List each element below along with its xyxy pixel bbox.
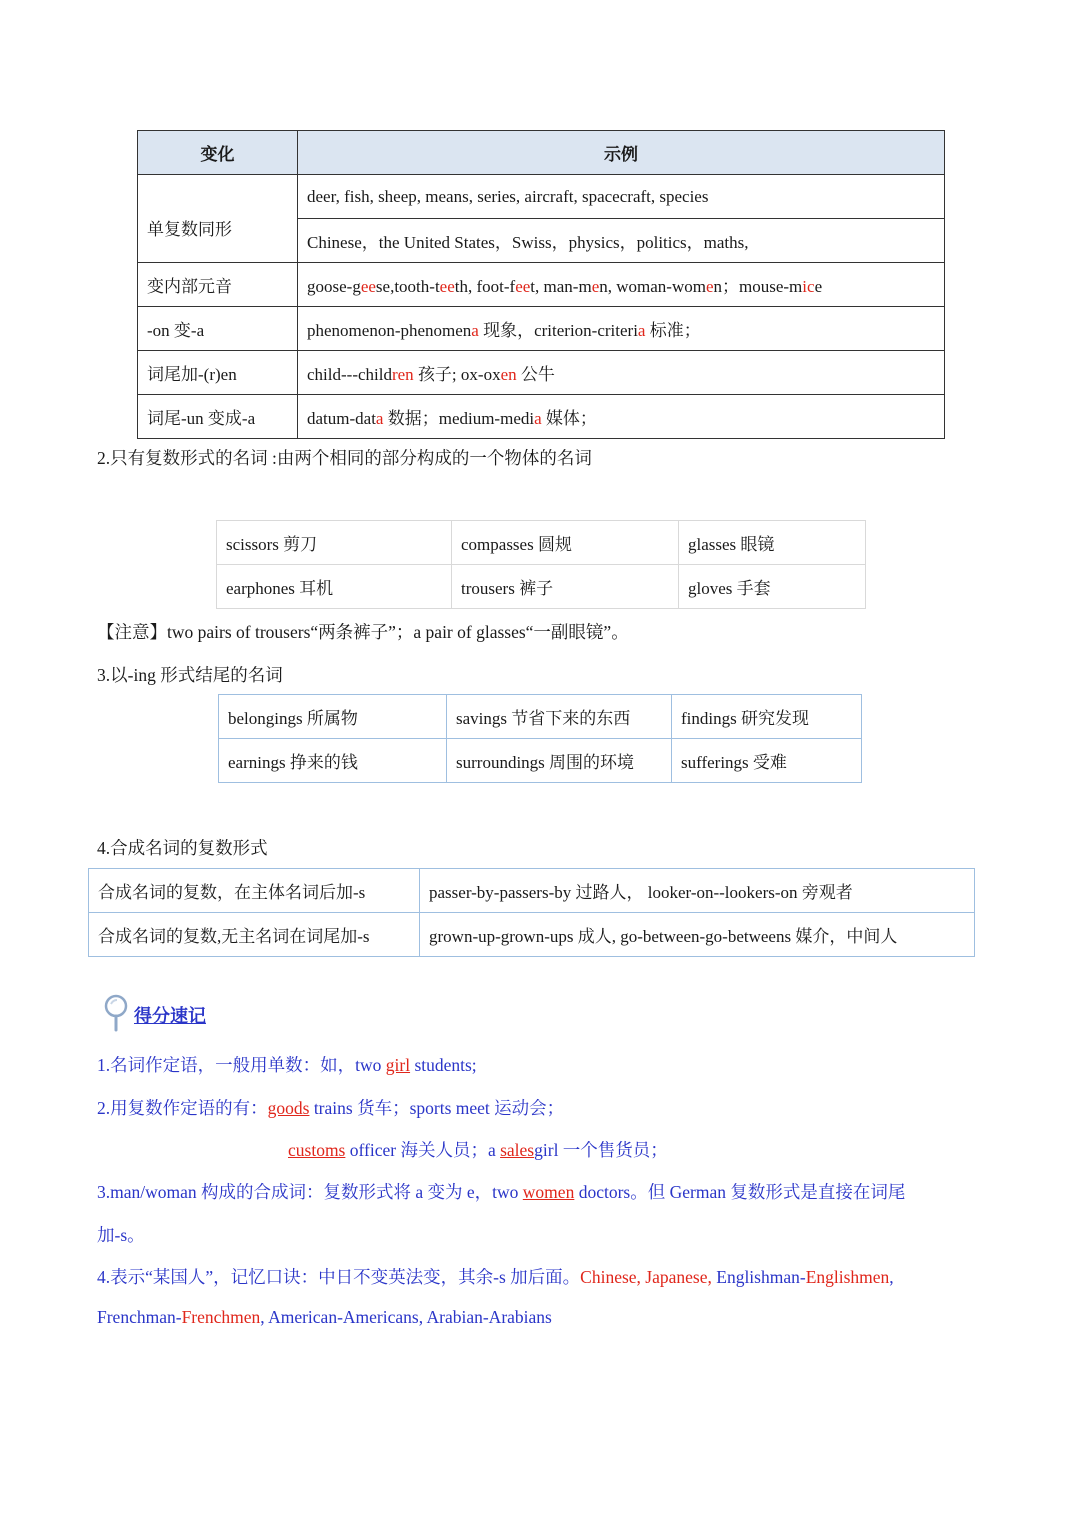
row-label: 词尾加-(r)en	[138, 351, 298, 395]
table-cell: 合成名词的复数,无主名词在词尾加-s	[89, 913, 420, 957]
note-line: customs officer 海关人员；a salesgirl 一个售货员；	[288, 1140, 668, 1160]
table-cell: gloves 手套	[679, 565, 866, 609]
column-header: 示例	[298, 131, 945, 175]
row-label: 变内部元音	[138, 263, 298, 307]
compound-noun-table	[88, 868, 975, 957]
table-row	[89, 869, 975, 913]
section-title: 3.以-ing 形式结尾的名词	[97, 665, 283, 685]
row-example: Chinese，the United States，Swiss，physics，politics，maths,	[298, 219, 945, 263]
table-row	[138, 351, 945, 395]
section-title: 4.合成名词的复数形式	[97, 838, 268, 858]
note-line: 1.名词作定语，一般用单数：如，two girl students;	[97, 1055, 477, 1075]
row-example: datum-data 数据；medium-media 媒体；	[298, 395, 945, 439]
row-example: deer, fish, sheep, means, series, aircraft, spacecraft, species	[298, 175, 945, 219]
table-cell: belongings 所属物	[219, 695, 447, 739]
table-cell: sufferings 受难	[672, 739, 862, 783]
plural-change-table	[137, 130, 945, 439]
row-example: goose-geese,tooth-teeth, foot-feet, man-men, woman-women；mouse-mice	[298, 263, 945, 307]
table-row	[138, 175, 945, 219]
table-cell: passer-by-passers-by 过路人， looker-on--lookers-on 旁观者	[420, 869, 975, 913]
note-line: 3.man/woman 构成的合成词：复数形式将 a 变为 e，two women doctors。但 German 复数形式是直接在词尾	[97, 1182, 906, 1202]
row-label: 词尾-un 变成-a	[138, 395, 298, 439]
table-cell: findings 研究发现	[672, 695, 862, 739]
table-cell: grown-up-grown-ups 成人, go-between-go-betweens 媒介，中间人	[420, 913, 975, 957]
table-header-row	[138, 131, 945, 175]
notes-title: 得分速记	[134, 1006, 206, 1026]
table-cell: earnings 挣来的钱	[219, 739, 447, 783]
row-label: -on 变-a	[138, 307, 298, 351]
section-title: 2.只有复数形式的名词 :由两个相同的部分构成的一个物体的名词	[97, 448, 592, 468]
table-row	[219, 695, 862, 739]
row-example: child---children 孩子; ox-oxen 公牛	[298, 351, 945, 395]
table-cell: scissors 剪刀	[217, 521, 452, 565]
table-row	[138, 395, 945, 439]
ing-noun-table	[218, 694, 862, 783]
magnifier-icon	[101, 993, 131, 1033]
row-example: phenomenon-phenomena 现象，criterion-criteria 标准；	[298, 307, 945, 351]
note-text: 【注意】two pairs of trousers“两条裤子”；a pair of glasses“一副眼镜”。	[97, 622, 629, 642]
table-cell: surroundings 周围的环境	[447, 739, 672, 783]
table-cell: 合成名词的复数，在主体名词后加-s	[89, 869, 420, 913]
table-cell: compasses 圆规	[452, 521, 679, 565]
table-cell: glasses 眼镜	[679, 521, 866, 565]
column-header: 变化	[138, 131, 298, 175]
table-row	[217, 565, 866, 609]
table-cell: earphones 耳机	[217, 565, 452, 609]
table-cell: savings 节省下来的东西	[447, 695, 672, 739]
row-label: 单复数同形	[138, 175, 298, 263]
note-line: 4.表示“某国人”，记忆口诀：中日不变英法变，其余-s 加后面。Chinese, Japanese, Englishman-Englishmen,	[97, 1267, 894, 1287]
table-cell: trousers 裤子	[452, 565, 679, 609]
note-line: 加-s。	[97, 1225, 145, 1245]
note-line: Frenchman-Frenchmen, American-Americans, Arabian-Arabians	[97, 1307, 552, 1327]
table-row	[138, 263, 945, 307]
table-row	[219, 739, 862, 783]
plural-only-table	[216, 520, 866, 609]
table-row	[217, 521, 866, 565]
table-row	[138, 307, 945, 351]
note-line: 2.用复数作定语的有：goods trains 货车；sports meet 运动会；	[97, 1098, 565, 1118]
table-row	[89, 913, 975, 957]
